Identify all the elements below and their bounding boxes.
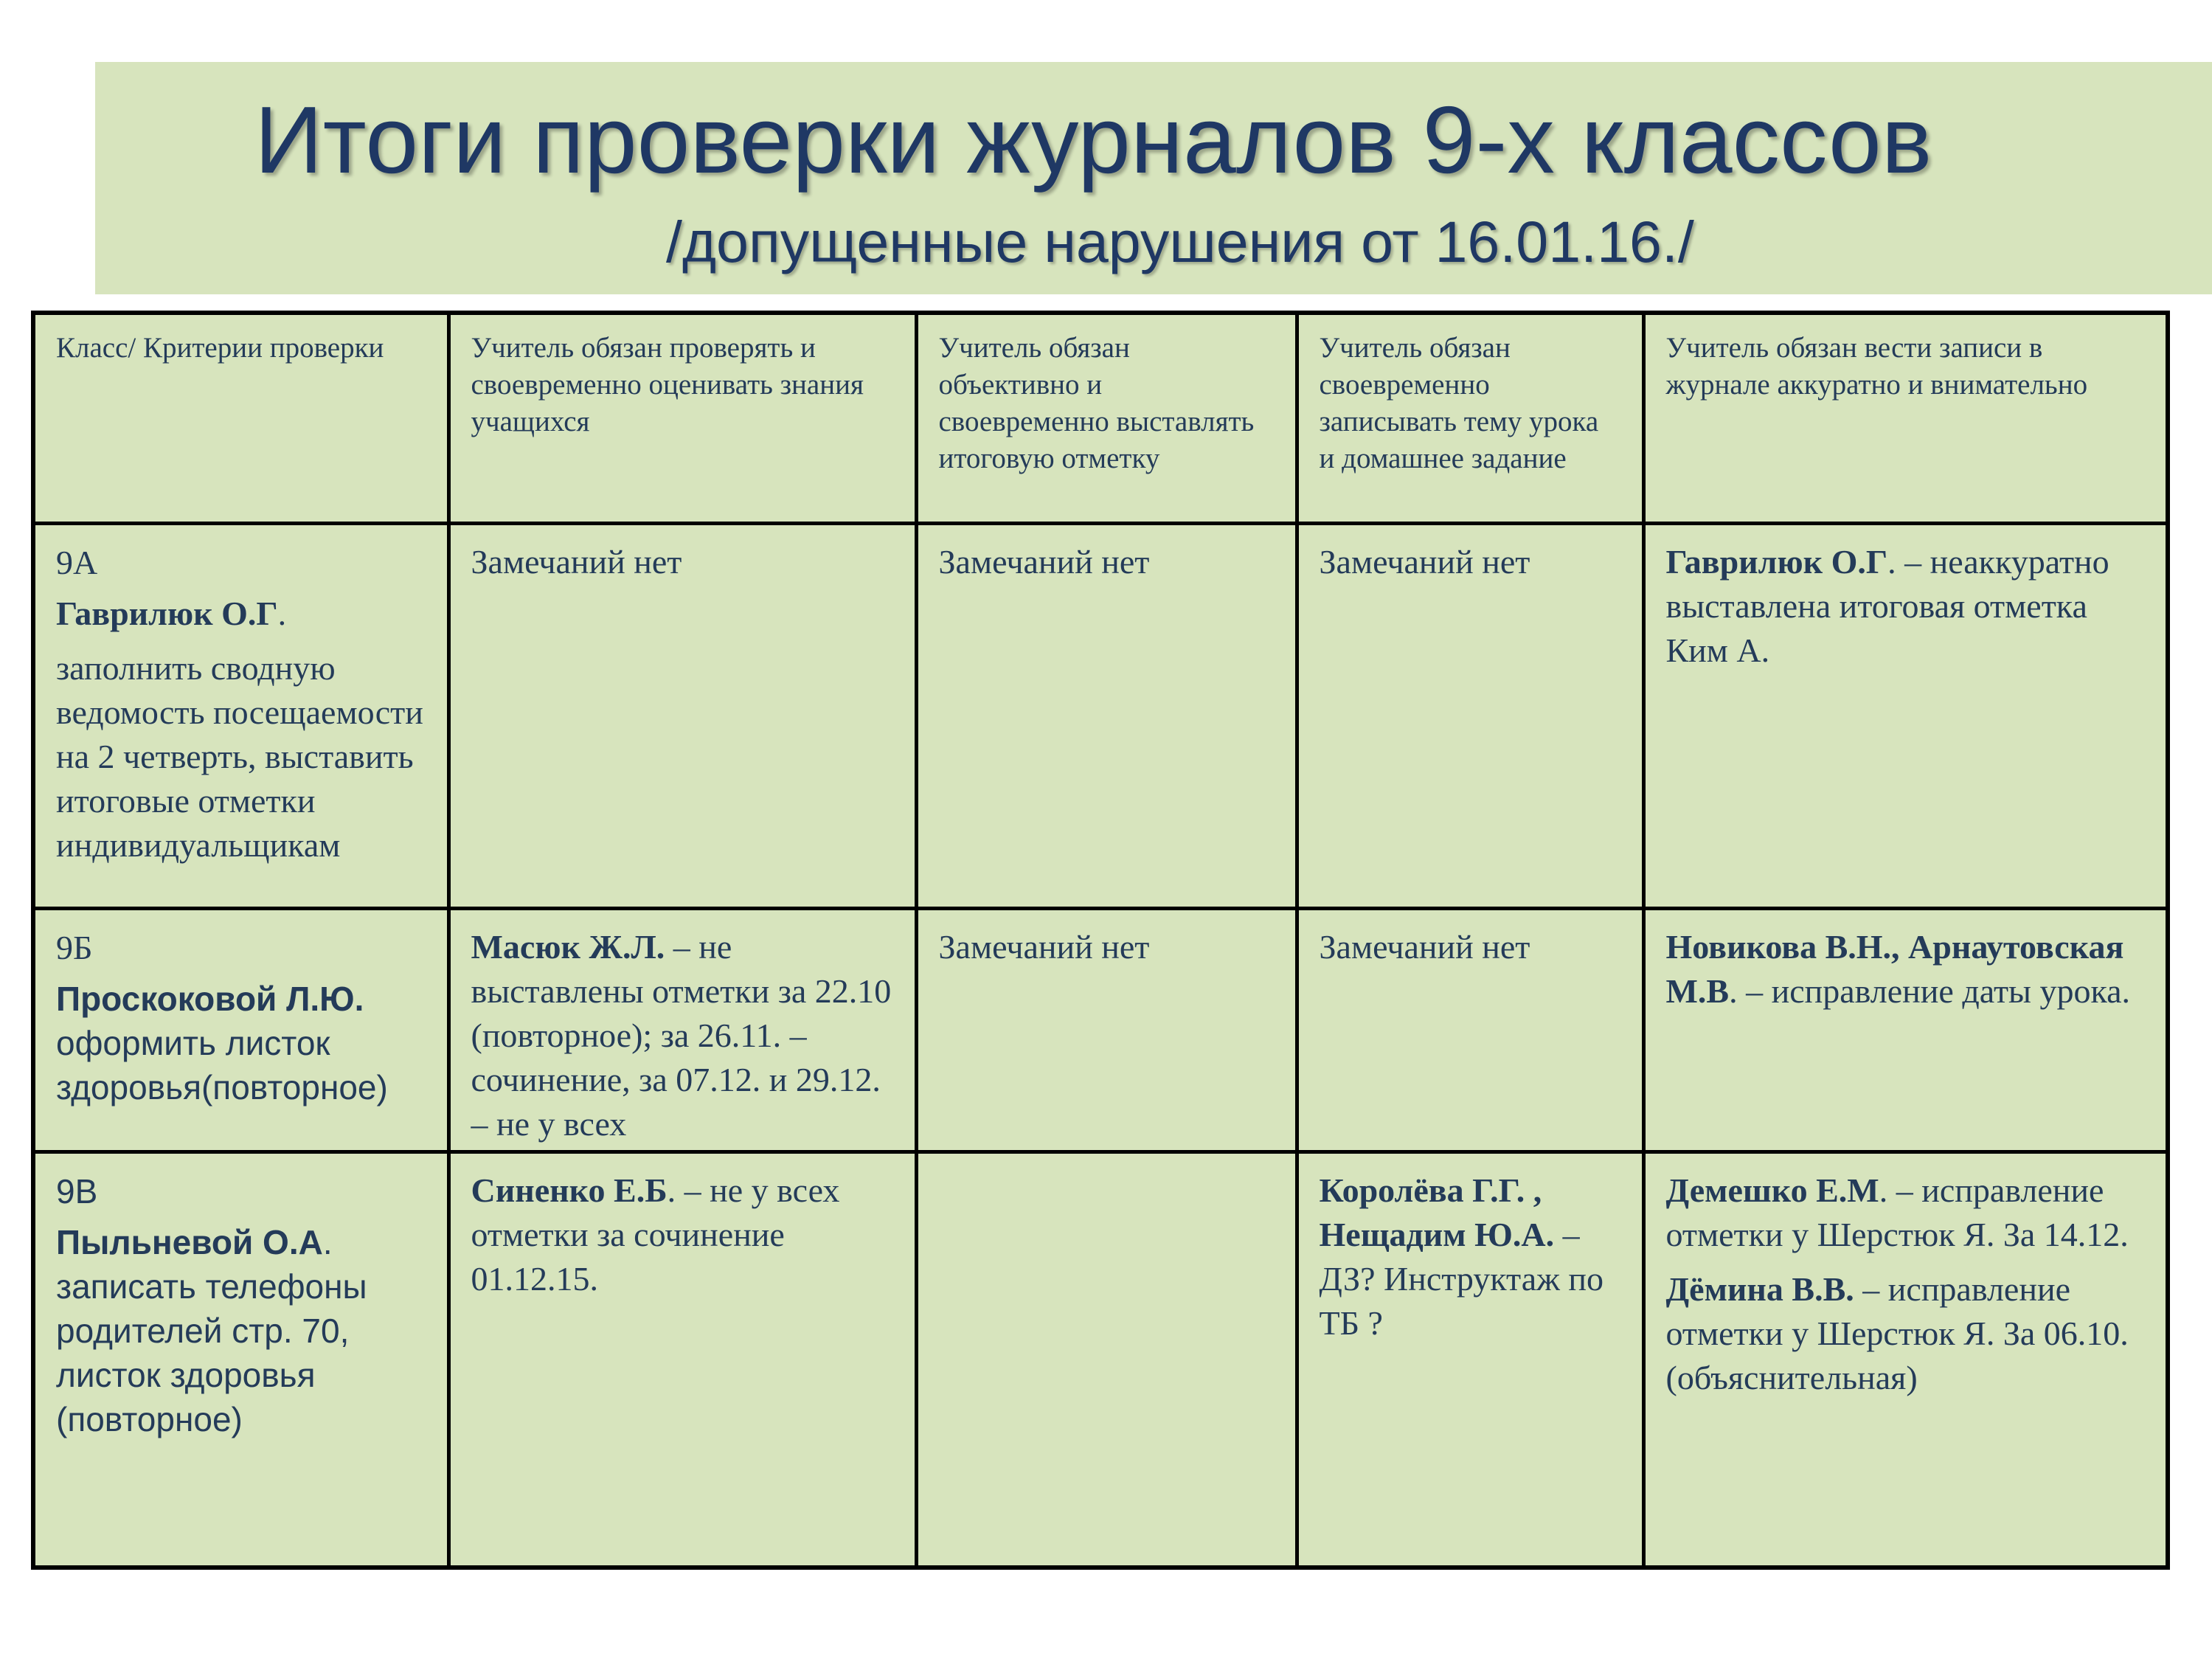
- table-header-row: [33, 313, 2168, 523]
- remark-cell: [1297, 1151, 1643, 1568]
- header-cell-assess-knowledge: Учитель обязан проверять и своевременно оценивать знания учащихся: [448, 313, 916, 523]
- remark-entry: [1666, 1168, 2146, 1257]
- teacher-name: Дёмина В.В.: [1665, 1270, 1854, 1308]
- remark-text: – ДЗ? Инструктаж по ТБ ?: [1319, 1215, 1604, 1342]
- teacher-name: Масюк Ж.Л.: [471, 927, 665, 966]
- class-cell-9v: 9В Пыльневой О.А. записать телефоны родителей стр. 70, листок здоровья (повторное): [33, 1151, 448, 1568]
- table-row: [33, 1151, 2168, 1568]
- class-label: 9А: [56, 543, 98, 581]
- remark-entry: [1666, 1267, 2146, 1400]
- remark-text: – исправление отметки у Шерстюк Я. За 06.10. (объяснительная): [1665, 1270, 2129, 1396]
- class-teacher: Гаврилюк О.Г: [56, 594, 278, 632]
- remark-cell: Замечаний нет: [916, 908, 1297, 1151]
- class-note: записать телефоны родителей стр. 70, листок здоровья (повторное): [56, 1267, 367, 1438]
- header-cell-final-mark: Учитель обязан объективно и своевременно выставлять итоговую отметку: [916, 313, 1297, 523]
- class-note: заполнить сводную ведомость посещаемости на 2 четверть, выставить итоговые отметки индивидуальщикам: [56, 648, 423, 864]
- class-teacher: Проскоковой Л.Ю.: [56, 979, 364, 1018]
- remark-text: . – неаккуратно выставлена итоговая отметка Ким А.: [1665, 542, 2109, 669]
- remark-cell: Замечаний нет: [916, 523, 1297, 908]
- class-teacher: Пыльневой О.А: [56, 1222, 323, 1261]
- teacher-name: Синенко Е.Б: [471, 1171, 668, 1209]
- class-note: оформить листок здоровья(повторное): [56, 1023, 388, 1106]
- remark-text: . – исправление отметки у Шерстюк Я. За 14.12.: [1665, 1171, 2129, 1253]
- journal-check-table: [31, 311, 2170, 1570]
- remark-text: – не выставлены отметки за 22.10 (повторное); за 26.11. – сочинение, за 07.12. и 29.12. – не у всех: [471, 927, 892, 1143]
- page-subtitle: /допущенные нарушения от 16.01.16./: [666, 209, 1694, 274]
- table-row: [33, 523, 2168, 908]
- class-cell-9b: [33, 908, 448, 1151]
- remark-cell: [1643, 523, 2168, 908]
- remark-cell: Замечаний нет: [448, 523, 916, 908]
- class-cell-9a: 9А Гаврилюк О.Г. заполнить сводную ведомость посещаемости на 2 четверть, выставить итоговые отметки индивидуальщикам: [33, 523, 448, 908]
- remark-cell: [916, 1151, 1297, 1568]
- remark-cell: [1643, 1151, 2168, 1568]
- header-cell-class-criteria: Класс/ Критерии проверки: [33, 313, 448, 523]
- teacher-name: Гаврилюк О.Г: [1665, 542, 1888, 581]
- teacher-name: Демешко Е.М: [1665, 1171, 1879, 1209]
- remark-cell: Замечаний нет: [1297, 523, 1643, 908]
- header-cell-lesson-topic: Учитель обязан своевременно записывать тему урока и домашнее задание: [1297, 313, 1643, 523]
- remark-cell: [448, 1151, 916, 1568]
- remark-entry: [1666, 925, 2146, 1014]
- teacher-name: Королёва Г.Г. , Нещадим Ю.А.: [1319, 1171, 1555, 1253]
- class-label: 9Б: [56, 928, 93, 966]
- page-title: Итоги проверки журналов 9-х классов: [254, 87, 1932, 193]
- remark-entry: [1666, 540, 2146, 673]
- remark-cell: Замечаний нет: [1297, 908, 1643, 1151]
- table-row: [33, 908, 2168, 1151]
- header-cell-accurate-records: Учитель обязан вести записи в журнале аккуратно и внимательно: [1643, 313, 2168, 523]
- remark-cell: [448, 908, 916, 1151]
- teacher-name: Новикова В.Н., Арнаутовская М.В: [1665, 927, 2124, 1010]
- remark-text: . – не у всех отметки за сочинение 01.12.15.: [471, 1171, 840, 1298]
- remark-cell: [1643, 908, 2168, 1151]
- remark-text: . – исправление даты урока.: [1729, 971, 2131, 1010]
- class-label: 9В: [56, 1171, 98, 1211]
